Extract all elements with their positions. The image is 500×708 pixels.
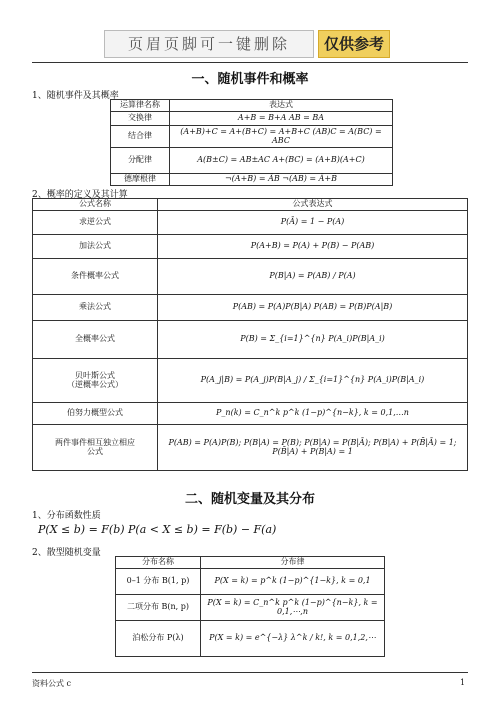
ops-expr: A+B = B+A AB = BA	[170, 112, 393, 126]
formula-header-name: 公式名称	[33, 199, 158, 211]
ops-name: 德摩根律	[111, 174, 170, 186]
ops-expr: ¬(A+B) = ĀB̄ ¬(AB) = Ā+B̄	[170, 174, 393, 186]
table-row	[33, 359, 468, 403]
formula-expr: P_n(k) = C_n^k p^k (1−p)^{n−k}, k = 0,1,…n	[158, 403, 468, 425]
reference-badge: 仅供参考	[318, 30, 390, 58]
ops-name: 结合律	[111, 126, 170, 148]
dist-expr: P(X = k) = e^{−λ} λ^k / k!, k = 0,1,2,⋯	[201, 621, 385, 657]
ops-header-expr: 表达式	[170, 100, 393, 112]
formula-name: 加法公式	[33, 235, 158, 259]
table-row	[33, 235, 468, 259]
dist-name: 二项分布 B(n, p)	[116, 595, 201, 621]
section2-sub1: 1、分布函数性质	[32, 511, 101, 521]
dist-header-expr: 分布律	[201, 557, 385, 569]
section1-sub1: 1、随机事件及其概率	[32, 91, 119, 101]
table-row	[111, 112, 393, 126]
formula-name: 贝叶斯公式 （逆概率公式）	[33, 359, 158, 403]
table-row	[33, 321, 468, 359]
formula-expr: P(A+B) = P(A) + P(B) − P(AB)	[158, 235, 468, 259]
formula-expr: P(B|A) = P(AB) / P(A)	[158, 259, 468, 295]
header-banner: 页眉页脚可一键删除	[104, 30, 314, 58]
section1-sub2: 2、概率的定义及其计算	[32, 190, 128, 200]
table-row	[111, 126, 393, 148]
formula-name: 全概率公式	[33, 321, 158, 359]
ops-header-name: 运算律名称	[111, 100, 170, 112]
formula-name: 伯努力概型公式	[33, 403, 158, 425]
table-row	[111, 148, 393, 174]
formula-expr: P(A_j|B) = P(A_j)P(B|A_j) / Σ_{i=1}^{n} P(A_i)P(B|A_i)	[158, 359, 468, 403]
formula-name: 条件概率公式	[33, 259, 158, 295]
formula-expr: P(Ā) = 1 − P(A)	[158, 211, 468, 235]
distribution-function-formula: P(X ≤ b) = F(b) P(a < X ≤ b) = F(b) − F(a)	[38, 523, 277, 536]
formula-header-expr: 公式表达式	[158, 199, 468, 211]
footer-label: 资料公式 c	[32, 679, 72, 688]
formula-expr: P(B) = Σ_{i=1}^{n} P(A_i)P(B|A_i)	[158, 321, 468, 359]
dist-header-name: 分布名称	[116, 557, 201, 569]
formula-expr: P(AB) = P(A)P(B); P(B|A) = P(B); P(B|A) = P(B|Ā); P(B|A) + P(B̄|Ā) = 1; P(B̄|A) + P(B|A) = 1	[158, 425, 468, 471]
table-row	[33, 403, 468, 425]
table-row	[111, 174, 393, 186]
section1-title: 一、随机事件和概率	[191, 72, 309, 87]
formula-name: 乘法公式	[33, 295, 158, 321]
table-row	[33, 211, 468, 235]
formula-expr: P(AB) = P(A)P(B|A) P(AB) = P(B)P(A|B)	[158, 295, 468, 321]
page-number: 1	[460, 678, 466, 687]
table-row	[116, 621, 385, 657]
operations-table	[110, 99, 393, 186]
ops-name: 交换律	[111, 112, 170, 126]
table-row	[33, 259, 468, 295]
table-row	[33, 295, 468, 321]
dist-name: 泊松分布 P(λ)	[116, 621, 201, 657]
ops-name: 分配律	[111, 148, 170, 174]
formulas-table	[32, 198, 468, 471]
table-row	[116, 595, 385, 621]
dist-expr: P(X = k) = p^k (1−p)^{1−k}, k = 0,1	[201, 569, 385, 595]
table-row	[116, 569, 385, 595]
table-row	[33, 425, 468, 471]
header-rule	[32, 62, 468, 63]
ops-expr: A(B±C) = AB±AC A+(BC) = (A+B)(A+C)	[170, 148, 393, 174]
section2-sub2: 2、散型随机变量	[32, 548, 101, 558]
dist-name: 0–1 分布 B(1, p)	[116, 569, 201, 595]
formula-name: 求逆公式	[33, 211, 158, 235]
section2-title: 二、随机变量及其分布	[184, 492, 315, 507]
footer-rule	[32, 672, 468, 673]
dist-expr: P(X = k) = C_n^k p^k (1−p)^{n−k}, k = 0,1,⋯,n	[201, 595, 385, 621]
ops-expr: (A+B)+C = A+(B+C) = A+B+C (AB)C = A(BC) = ABC	[170, 126, 393, 148]
formula-name: 两件事件相互独立相应 公式	[33, 425, 158, 471]
distributions-table	[115, 556, 385, 657]
